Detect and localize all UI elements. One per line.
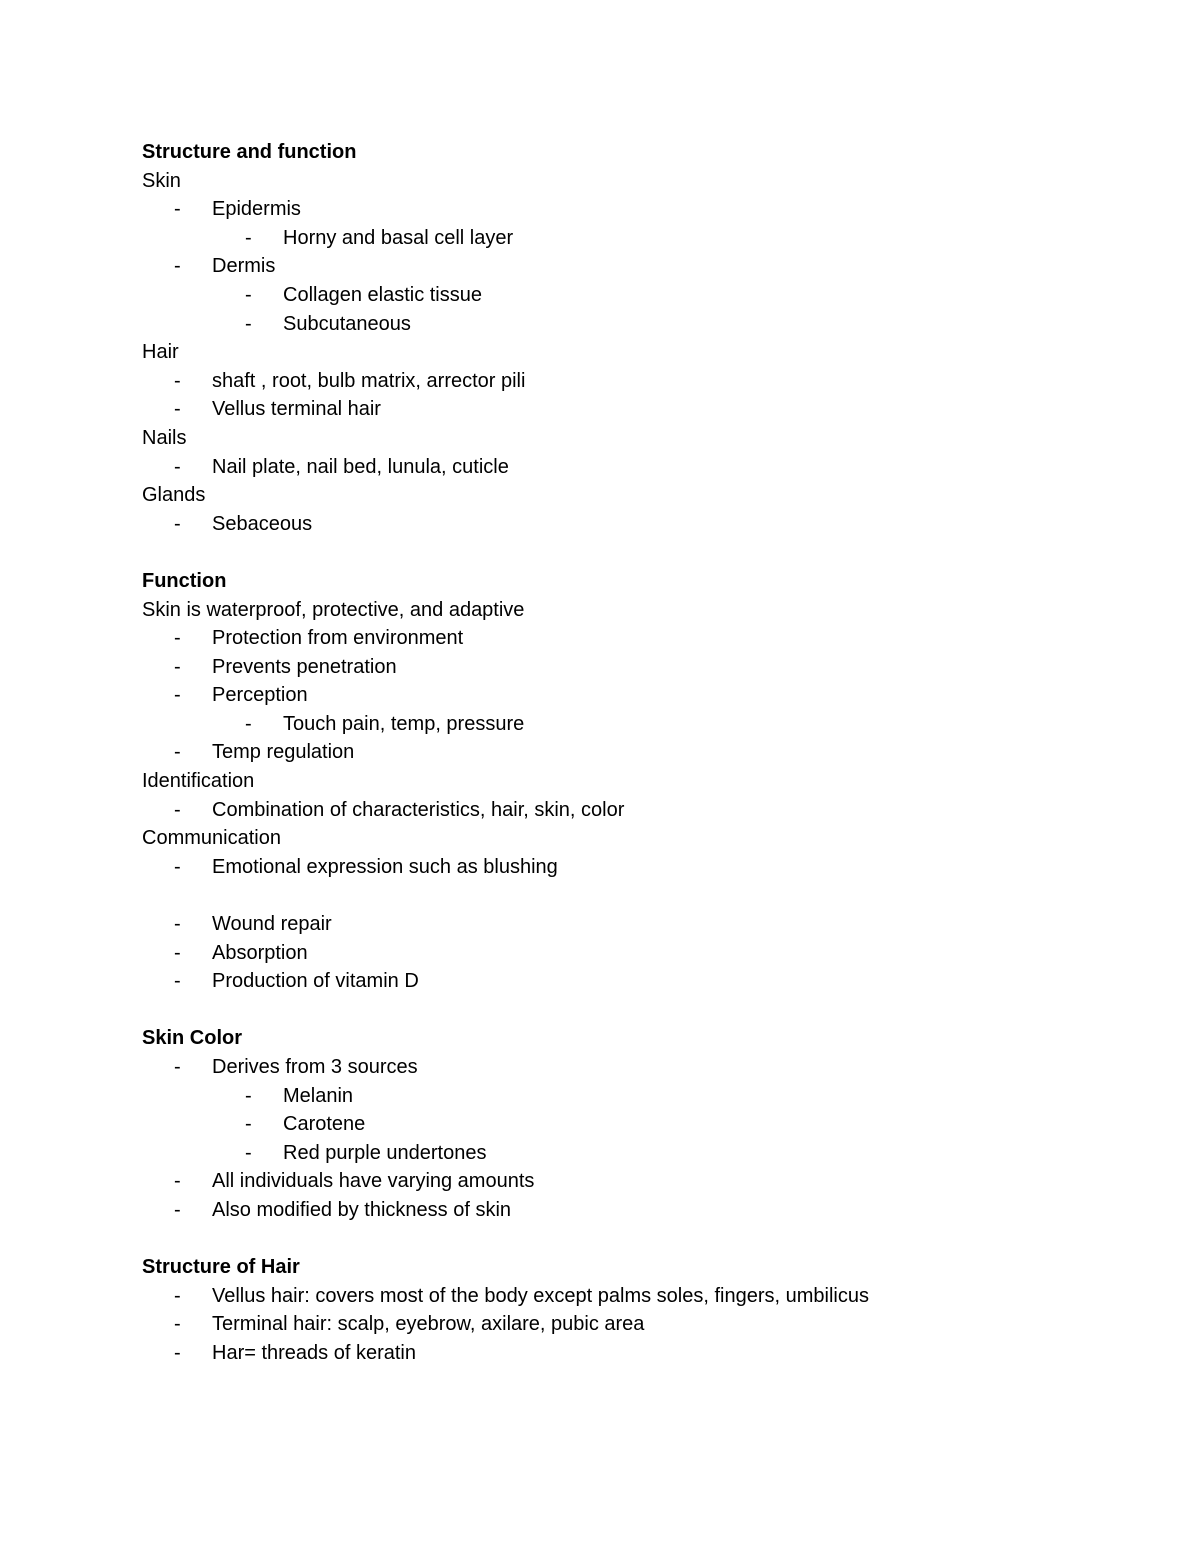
topic-line: Identification [142, 770, 255, 793]
bullet-item [142, 1310, 1142, 1339]
sub-bullet-item [142, 281, 1142, 310]
bullet-text: Epidermis [212, 198, 301, 221]
bullet-text: Vellus terminal hair [212, 398, 381, 421]
bullet-text: Emotional expression such as blushing [212, 855, 558, 878]
bullet-text: Touch pain, temp, pressure [283, 712, 525, 735]
bullet-item [142, 796, 1142, 825]
sub-bullet-item [142, 1139, 1142, 1168]
dash-bullet-icon: - [174, 1056, 181, 1078]
dash-bullet-icon: - [245, 312, 252, 335]
bullet-text: Terminal hair: scalp, eyebrow, axilare, pubic area [212, 1313, 645, 1336]
bullet-text: Combination of characteristics, hair, skin, color [212, 798, 625, 821]
dash-bullet-icon: - [174, 369, 181, 392]
bullet-item [142, 453, 1142, 482]
bullet-text: Sebaceous [212, 512, 313, 535]
dash-bullet-icon: - [174, 198, 181, 221]
dash-bullet-icon: - [174, 741, 181, 764]
bullet-text: Har= threads of keratin [212, 1341, 416, 1364]
bullet-text: All individuals have varying amounts [212, 1170, 535, 1193]
bullet-text: Melanin [283, 1084, 354, 1107]
sub-bullet-item [142, 310, 1142, 339]
sub-bullet-item [142, 1082, 1142, 1111]
bullet-item [142, 367, 1142, 396]
section-heading: Structure and function [142, 141, 357, 163]
topic-line: Skin is waterproof, protective, and adaptive [142, 598, 525, 621]
dash-bullet-icon: - [245, 1141, 252, 1164]
bullet-item [142, 252, 1142, 281]
section-spacer [142, 538, 1142, 567]
bullet-text: Production of vitamin D [212, 970, 419, 993]
dash-bullet-icon: - [174, 1313, 181, 1336]
dash-bullet-icon: - [174, 913, 181, 936]
bullet-item [142, 1053, 1142, 1082]
dash-bullet-icon: - [174, 398, 181, 421]
sub-bullet-item [142, 710, 1142, 739]
dash-bullet-icon: - [245, 1113, 252, 1136]
bullet-item [142, 681, 1142, 710]
section-heading: Skin Color [142, 1027, 243, 1050]
bullet-text: Perception [212, 684, 308, 707]
bullet-item [142, 853, 1142, 882]
bullet-text: Subcutaneous [283, 312, 411, 335]
bullet-item [142, 510, 1142, 539]
bullet-text: Vellus hair: covers most of the body except palms soles, fingers, umbilicus [212, 1284, 869, 1307]
bullet-item [142, 395, 1142, 424]
dash-bullet-icon: - [245, 712, 252, 735]
bullet-text: Also modified by thickness of skin [212, 1198, 512, 1221]
bullet-text: Red purple undertones [283, 1141, 487, 1164]
bullet-item [142, 1196, 1142, 1225]
section-spacer [142, 1225, 1142, 1254]
bullet-item [142, 1167, 1142, 1196]
dash-bullet-icon: - [174, 970, 181, 993]
dash-bullet-icon: - [174, 512, 181, 535]
topic-line: Hair [142, 341, 179, 364]
topic-line: Nails [142, 426, 187, 449]
blank-line [142, 881, 1142, 910]
topic-line: Communication [142, 827, 281, 850]
document-body [142, 138, 1142, 1368]
dash-bullet-icon: - [174, 1198, 181, 1221]
dash-bullet-icon: - [174, 627, 181, 650]
bullet-item [142, 1282, 1142, 1311]
topic-line: Skin [142, 169, 181, 192]
sub-bullet-item [142, 1110, 1142, 1139]
dash-bullet-icon: - [174, 1284, 181, 1307]
bullet-text: Derives from 3 sources [212, 1056, 418, 1078]
dash-bullet-icon: - [174, 1341, 181, 1364]
dash-bullet-icon: - [174, 1170, 181, 1193]
dash-bullet-icon: - [174, 655, 181, 678]
bullet-item [142, 910, 1142, 939]
dash-bullet-icon: - [174, 255, 181, 278]
dash-bullet-icon: - [174, 455, 181, 478]
bullet-text: Collagen elastic tissue [283, 283, 482, 306]
bullet-item [142, 967, 1142, 996]
topic-line: Glands [142, 484, 206, 507]
bullet-text: Carotene [283, 1113, 366, 1136]
dash-bullet-icon: - [174, 684, 181, 707]
bullet-item [142, 624, 1142, 653]
bullet-text: Temp regulation [212, 741, 355, 764]
bullet-text: shaft , root, bulb matrix, arrector pili [212, 369, 526, 392]
bullet-item [142, 939, 1142, 968]
section-heading: Function [142, 569, 227, 592]
dash-bullet-icon: - [245, 283, 252, 306]
dash-bullet-icon: - [174, 798, 181, 821]
bullet-text: Dermis [212, 255, 276, 278]
dash-bullet-icon: - [174, 855, 181, 878]
dash-bullet-icon: - [245, 1084, 252, 1107]
section-spacer [142, 996, 1142, 1025]
bullet-text: Protection from environment [212, 627, 464, 650]
sub-bullet-item [142, 224, 1142, 253]
bullet-text: Horny and basal cell layer [283, 226, 514, 249]
bullet-text: Absorption [212, 941, 308, 964]
dash-bullet-icon: - [245, 226, 252, 249]
bullet-item [142, 738, 1142, 767]
bullet-item [142, 653, 1142, 682]
bullet-text: Wound repair [212, 913, 332, 936]
section-heading: Structure of Hair [142, 1256, 300, 1279]
bullet-text: Prevents penetration [212, 655, 397, 678]
bullet-text: Nail plate, nail bed, lunula, cuticle [212, 455, 509, 478]
bullet-item [142, 195, 1142, 224]
bullet-item [142, 1339, 1142, 1368]
dash-bullet-icon: - [174, 941, 181, 964]
